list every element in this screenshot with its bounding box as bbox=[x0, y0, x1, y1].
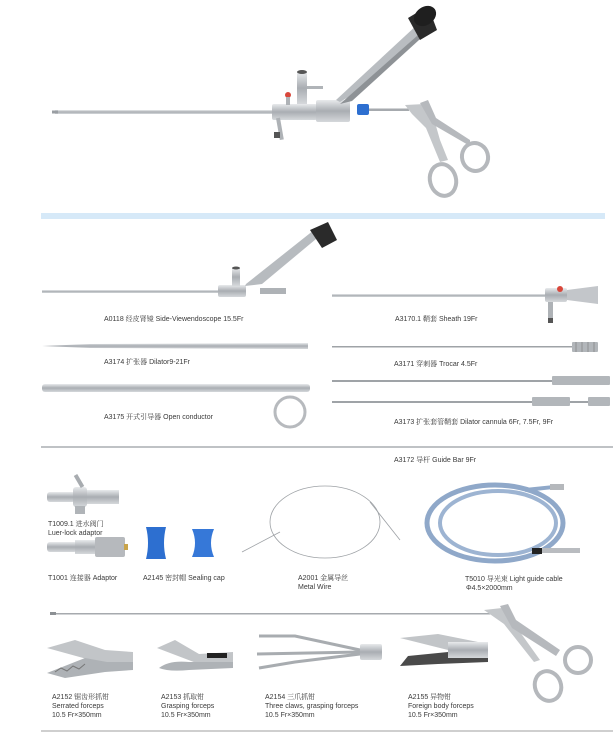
label-a2153-line2: Grasping forceps bbox=[161, 703, 215, 710]
label-a3175: A3175 开式引导器 Open conductor bbox=[104, 414, 213, 421]
section-divider-blue bbox=[41, 213, 605, 219]
hero-endoscope-assembly-image bbox=[0, 0, 613, 210]
label-a2152-line2: Serrated forceps bbox=[52, 703, 104, 710]
bottom-divider bbox=[41, 730, 613, 732]
label-a2001-line2: Metal Wire bbox=[298, 584, 332, 591]
label-a3170: A3170.1 鞘套 Sheath 19Fr bbox=[395, 316, 478, 323]
label-a2155-line3: 10.5 Fr×350mm bbox=[408, 712, 458, 719]
light-guide-cable-t5010-image bbox=[420, 478, 590, 568]
label-a3173: A3173 扩张套管鞘套 Dilator cannula 6Fr, 7.5Fr, 9Fr bbox=[394, 419, 554, 426]
label-t5010-line2: Φ4.5×2000mm bbox=[466, 585, 513, 592]
grasping-forceps-tip-a2153-image bbox=[155, 638, 240, 678]
label-a2154-line2: Three claws, grasping forceps bbox=[265, 703, 359, 710]
label-a2154-line3: 10.5 Fr×350mm bbox=[265, 712, 315, 719]
label-a3174: A3174 扩张器 Dilator9-21Fr bbox=[104, 359, 190, 366]
label-a2153-line1: A2153 抓取钳 bbox=[161, 694, 205, 701]
label-t5010-line1: T5010 导光束 Light guide cable bbox=[465, 576, 563, 583]
open-conductor-a3175-image bbox=[40, 380, 330, 430]
dilator-cannula-a3173-image bbox=[330, 374, 613, 414]
label-a2152-line1: A2152 锯齿形抓钳 bbox=[52, 694, 110, 701]
label-a2145: A2145 密封帽 Sealing cap bbox=[143, 575, 225, 582]
label-a2155-line2: Foreign body forceps bbox=[408, 703, 474, 710]
trocar-a3171-image bbox=[330, 341, 610, 353]
label-a2152-line3: 10.5 Fr×350mm bbox=[52, 712, 102, 719]
label-a2153-line3: 10.5 Fr×350mm bbox=[161, 712, 211, 719]
endoscope-a0118-image bbox=[40, 222, 340, 302]
sheath-a3170-image bbox=[330, 282, 610, 342]
foreign-body-forceps-tip-a2155-image bbox=[398, 632, 488, 677]
metal-wire-a2001-image bbox=[240, 482, 410, 567]
three-claw-forceps-tip-a2154-image bbox=[255, 632, 385, 672]
sealing-cap-a2145-image bbox=[140, 525, 240, 565]
label-a3172: A3172 导杆 Guide Bar 9Fr bbox=[394, 457, 477, 464]
label-t1001: T1001 连接器 Adaptor bbox=[48, 575, 118, 582]
label-a3171: A3171 穿刺器 Trocar 4.5Fr bbox=[394, 361, 478, 368]
dilator-a3174-image bbox=[40, 341, 315, 351]
label-a2155-line1: A2155 异物钳 bbox=[408, 694, 452, 701]
serrated-forceps-tip-a2152-image bbox=[45, 638, 135, 683]
guide-bar-a3172-image bbox=[41, 446, 613, 448]
label-t1009-line2: Luer-lock adaptor bbox=[48, 530, 103, 537]
luer-lock-adaptor-t1009-image bbox=[45, 472, 145, 517]
label-a2001-line1: A2001 金属导丝 bbox=[298, 575, 349, 582]
label-a0118: A0118 经皮肾镜 Side-Viewendoscope 15.5Fr bbox=[104, 316, 244, 323]
adaptor-t1001-image bbox=[45, 535, 140, 560]
label-a2154-line1: A2154 三爪抓钳 bbox=[265, 694, 316, 701]
label-t1009-line1: T1009.1 进水阀门 bbox=[48, 521, 104, 528]
